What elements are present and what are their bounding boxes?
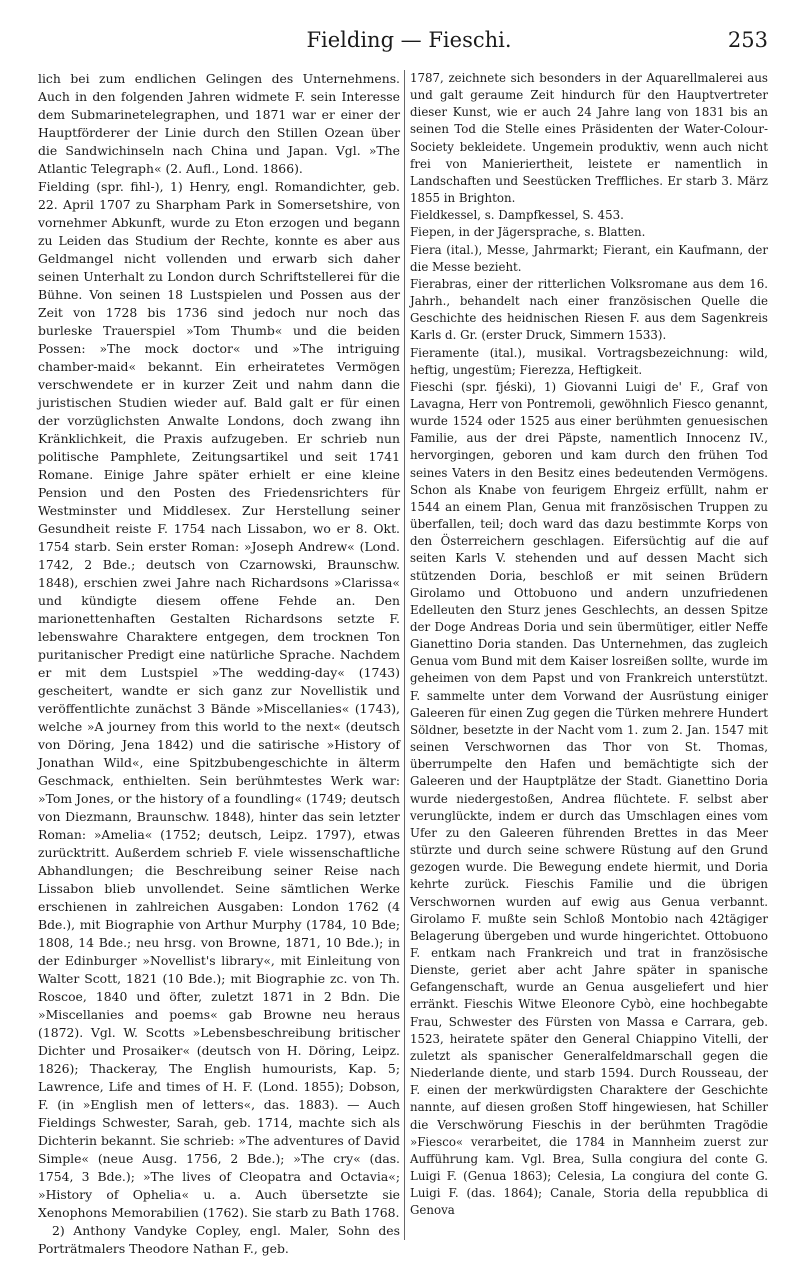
right-column bbox=[410, 70, 768, 1219]
paragraph: Fieramente (ital.), musikal. Vortragsbezeichnung: wild, heftig, ungestüm; Fierezza, Heftigkeit. bbox=[410, 345, 768, 377]
paragraph: Fiera (ital.), Messe, Jahrmarkt; Fierant, ein Kaufmann, der die Messe bezieht. bbox=[410, 242, 768, 274]
page-number: 253 bbox=[727, 28, 768, 52]
paragraph: 2) Anthony Vandyke Copley, engl. Maler, Sohn des Porträtmalers Theodore Nathan F., geb. bbox=[38, 1223, 400, 1256]
paragraph: Fieldkessel, s. Dampfkessel, S. 453. bbox=[410, 208, 624, 223]
left-column bbox=[38, 70, 400, 1258]
page-header bbox=[50, 26, 768, 56]
paragraph: Fieschi (spr. fjéski), 1) Giovanni Luigi de' F., Graf von Lavagna, Herr von Pontremoli, gewöhnlich Fiesco genannt, wurde 1524 oder 1525 aus einer berühmten genuesischen Familie, aus der drei Päpste, namentlich Innocenz IV., hervorgingen, geboren und kam durch den frühen Tod seines Vaters in den Besitz eines bedeutenden Vermögens. Schon als Knabe von feurigem Ehrgeiz erfüllt, nahm er 1544 an einem Plan, Genua mit französischen Truppen zu überfallen, teil; doch ward das dazu bestimmte Korps von den Österreichern geschlagen. Eifersüchtig auf die auf seiten Karls V. stehenden und auf dessen Macht sich stützenden Doria, beschloß er mit seinen Brüdern Girolamo und Ottobuono und andern unzufriedenen Edelleuten den Sturz jenes Geschlechts, an dessen Spitze der Doge Andreas Doria und sein übermütiger, eitler Neffe Gianettino Doria standen. Das Unternehmen, das zugleich Genua vom Bund mit dem Kaiser losreißen sollte, wurde im geheimen von dem Papst und von Frankreich unterstützt. F. sammelte unter dem Vorwand der Ausrüstung einiger Galeeren für einen Zug gegen die Türken mehrere Hundert Söldner, besetzte in der Nacht vom 1. zum 2. Jan. 1547 mit seinen Verschwornen das Thor von St. Thomas, überrumpelte den Hafen und bemächtigte sich der Galeeren und der Hauptplätze der Stadt. Gianettino Doria wurde niedergestoßen, Andrea flüchtete. F. selbst aber verunglückte, indem er durch das Umschlagen eines vom Ufer zu den Galeeren führenden Brettes in das Meer stürzte und durch seine schwere Rüstung auf den Grund gezogen wurde. Die Bewegung endete hiermit, und Doria kehrte zurück. Fieschis Familie und die übrigen Verschwornen wurden auf ewig aus Genua verbannt. Girolamo F. mußte sein Schloß Montobio nach 42tägiger Belagerung übergeben und wurde hingerichtet. Ottobuono F. entkam nach Frankreich und trat in französische Dienste, geriet aber acht Jahre später in spanische Gefangenschaft, wurde an Genua ausgeliefert und hier erränkt. Fieschis Witwe Eleonore Cybò, eine hochbegabte Frau, Schwester des Fürsten von Massa e Carrara, geb. 1523, heiratete später den General Chiappino Vitelli, der zuletzt als spanischer Generalfeldmarschall gegen die Niederlande diente, und starb 1594. Durch Rousseau, der F. einen der merkwürdigsten Charaktere der Geschichte nannte, auf diesen großen Stoff hingewiesen, hat Schiller die Verschwörung Fieschis in der berühmten Tragödie »Fiesco« verarbeitet, die 1784 in Mannheim zuerst zur Aufführung kam. Vgl. Brea, Sulla congiura del conte G. Luigi F. (Genua 1863); Celesia, La congiura del conte G. Luigi F. (das. 1864); Canale, Storia della repubblica di Genova bbox=[410, 379, 768, 1218]
paragraph: Fielding (spr. fihl-), 1) Henry, engl. Romandichter, geb. 22. April 1707 zu Sharpham Park in Somersetshire, von vornehmer Abkunft, wurde zu Eton erzogen und begann zu Leiden das Studium der Rechte, konnte es aber aus Geldmangel nicht vollenden und erwarb sich daher seinen Unterhalt zu London durch Schriftstellerei für die Bühne. Von seinen 18 Lustspielen und Possen aus der Zeit von 1728 bis 1736 sind jedoch nur noch das burleske Trauerspiel »Tom Thumb« und die beiden Possen: »The mock doctor« und »The intriguing chamber-maid« bekannt. Ein erheiratetes Vermögen verschwendete er in kurzer Zeit und nahm dann die juristischen Studien wieder auf. Bald galt er für einen der vorzüglichsten Anwalte Londons, doch zwang ihn Kränklichkeit, die Praxis aufzugeben. Er schrieb nun politische Pamphlete, Zeitungsartikel und seit 1741 Romane. Einige Jahre später erhielt er eine kleine Pension und den Posten des Friedensrichters für Westminster und Middlesex. Zur Herstellung seiner Gesundheit reiste F. 1754 nach Lissabon, wo er 8. Okt. 1754 starb. Sein erster Roman: »Joseph Andrew« (Lond. 1742, 2 Bde.; deutsch von Czarnowski, Braunschw. 1848), erschien zwei Jahre nach Richardsons »Clarissa« und kündigte diesem offene Fehde an. Den marionettenhaften Gestalten Richardsons setzte F. lebenswahre Charaktere entgegen, dem trocknen Ton puritanischer Predigt eine natürliche Sprache. Nachdem er mit dem Lustspiel »The wedding-day« (1743) gescheitert, wandte er sich ganz zur Novellistik und veröffentlichte zunächst 3 Bände »Miscellanies« (1743), welche »A journey from this world to the next« (deutsch von Döring, Jena 1842) und die satirische »History of Jonathan Wild«, eine Spitzbubengeschichte in älterm Geschmack, enthielten. Sein berühmtestes Werk war: »Tom Jones, or the history of a foundling« (1749; deutsch von Diezmann, Braunschw. 1848), hinter das sein letzter Roman: »Amelia« (1752; deutsch, Leipz. 1797), etwas zurücktritt. Außerdem schrieb F. viele wissenschaftliche Abhandlungen; die Beschreibung seiner Reise nach Lissabon blieb unvollendet. Seine sämtlichen Werke erschienen in zahlreichen Ausgaben: London 1762 (4 Bde.), mit Biographie von Arthur Murphy (1784, 10 Bde; 1808, 14 Bde.; neu hrsg. von Browne, 1871, 10 Bde.); in der Edinburger »Novellist's library«, mit Einleitung von Walter Scott, 1821 (10 Bde.); mit Biographie zc. von Th. Roscoe, 1840 und öfter, zuletzt 1871 in 2 Bdn. Die »Miscellanies and poems« gab Browne neu heraus (1872). Vgl. W. Scotts »Lebensbeschreibung britischer Dichter und Prosaiker« (deutsch von H. Döring, Leipz. 1826); Thackeray, The English humourists, Kap. 5; Lawrence, Life and times of H. F. (Lond. 1855); Dobson, F. (in »English men of letters«, das. 1883). — Auch Fieldings Schwester, Sarah, geb. 1714, machte sich als Dichterin bekannt. Sie schrieb: »The adventures of David Simple« (neue Ausg. 1756, 2 Bde.); »The cry« (das. 1754, 3 Bde.); »The lives of Cleopatra and Octavia«; »History of Ophelia« u. a. Auch übersetzte sie Xenophons Memorabilien (1762). Sie starb zu Bath 1768. bbox=[38, 179, 400, 1220]
paragraph: Fiepen, in der Jägersprache, s. Blatten. bbox=[410, 225, 646, 240]
running-title: Fielding — Fieschi. bbox=[306, 28, 512, 52]
paragraph: Fierabras, einer der ritterlichen Volksromane aus dem 16. Jahrh., behandelt nach einer französischen Quelle die Geschichte des heidnischen Riesen F. aus dem Sagenkreis Karls d. Gr. (erster Druck, Simmern 1533). bbox=[410, 276, 768, 343]
column-divider bbox=[404, 70, 405, 1240]
paragraph: lich bei zum endlichen Gelingen des Unternehmens. Auch in den folgenden Jahren widmete F. sein Interesse dem Submarinetelegraphen, und 1871 war er einer der Hauptförderer der Linie durch den Stillen Ozean über die Sandwichinseln nach China und Japan. Vgl. »The Atlantic Telegraph« (2. Aufl., Lond. 1866). bbox=[38, 71, 400, 176]
paragraph: 1787, zeichnete sich besonders in der Aquarellmalerei aus und galt geraume Zeit hindurch für den Hauptvertreter dieser Kunst, wie er auch 24 Jahre lang von 1831 bis an seinen Tod die Stelle eines Präsidenten der Water-Colour-Society bekleidete. Ungemein produktiv, wenn auch nicht frei von Manieriertheit, leistete er namentlich in Landschaften und Seestücken Treffliches. Er starb 3. März 1855 in Brighton. bbox=[410, 71, 768, 206]
